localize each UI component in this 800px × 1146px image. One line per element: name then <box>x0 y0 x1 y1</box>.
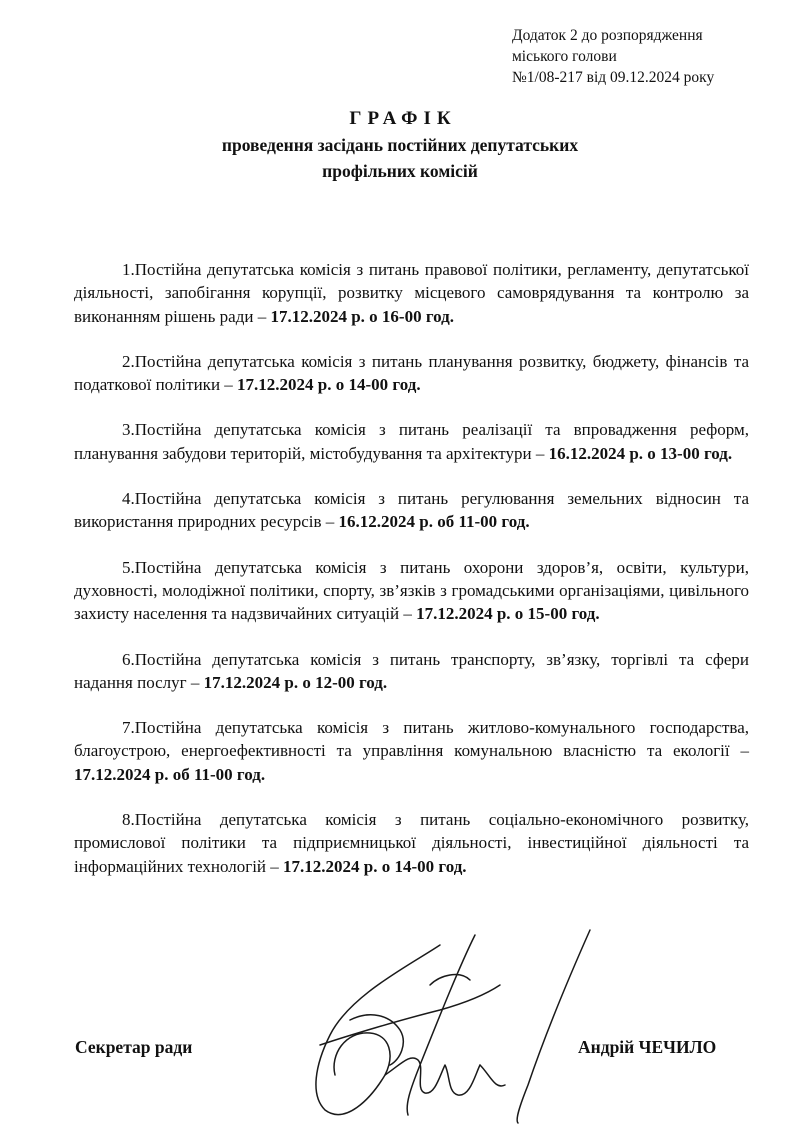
commission-schedule: 17.12.2024 р. о 15-00 год. <box>416 604 600 624</box>
commission-text: 2.Постійна депутатська комісія з питань планування розвитку, бюджету, фінансів та податкової політики <box>74 351 749 395</box>
commission-item <box>74 556 749 626</box>
commission-schedule: 17.12.2024 р. об 11-00 год. <box>74 764 266 784</box>
commission-item <box>74 808 749 878</box>
commission-text: 7.Постійна депутатська комісія з питань житлово-комунального господарства, благоустрою, енергоефективності та управління комунальною власністю та екології <box>74 718 749 761</box>
commission-schedule: 16.12.2024 р. об 11-00 год. <box>338 512 530 532</box>
commission-schedule: 17.12.2024 р. о 14-00 год. <box>283 856 467 876</box>
commission-item <box>74 258 749 328</box>
dash: – <box>220 375 238 395</box>
commission-list <box>74 258 749 878</box>
dash: – <box>186 672 204 692</box>
signature-name: Андрій ЧЕЧИЛО <box>578 1037 717 1057</box>
dash: – <box>399 604 417 624</box>
title-block <box>0 106 800 184</box>
commission-text: 8.Постійна депутатська комісія з питань соціально-економічного розвитку, промислової політики та підприємницької діяльності, інвестиційної діяльності та інформаційних технологій <box>74 810 749 876</box>
commission-schedule: 17.12.2024 р. о 14-00 год. <box>237 375 421 395</box>
dash: – <box>321 512 339 532</box>
commission-item <box>74 716 749 786</box>
annex-line: Додаток 2 до розпорядження <box>512 27 703 44</box>
commission-item <box>74 350 749 397</box>
commission-text: 1.Постійна депутатська комісія з питань правової політики, регламенту, депутатської діяльності, запобігання корупції, розвитку місцевого самоврядування та контролю за виконанням рішень ради <box>74 260 749 326</box>
document-subtitle: профільних комісій <box>322 161 478 181</box>
commission-text: 5.Постійна депутатська комісія з питань охорони здоров’я, освіти, культури, духовності, молодіжної політики, спорту, зв’язків з громадськими організаціями, цивільного захисту населення та надзвичайних ситуацій <box>74 557 749 624</box>
commission-schedule: 17.12.2024 р. о 16-00 год. <box>270 306 454 326</box>
commission-item <box>74 648 749 695</box>
commission-text: 3.Постійна депутатська комісія з питань реалізації та впровадження реформ, планування забудови територій, містобудування та архітектури <box>74 420 749 463</box>
dash: – <box>253 306 271 326</box>
dash: – <box>729 741 749 761</box>
dash: – <box>266 856 284 876</box>
commission-item <box>74 418 749 465</box>
signature-position: Секретар ради <box>75 1037 193 1057</box>
commission-schedule: 16.12.2024 р. о 13-00 год. <box>548 443 733 463</box>
document-title: ГРАФІК <box>349 108 457 129</box>
commission-text: 6.Постійна депутатська комісія з питань транспорту, зв’язку, торгівлі та сфери надання послуг <box>74 649 749 692</box>
annex-line: №1/08-217 від 09.12.2024 року <box>512 69 715 86</box>
annex-line: міського голови <box>512 48 617 65</box>
document-subtitle: проведення засідань постійних депутатських <box>221 135 579 155</box>
commission-item <box>74 487 749 534</box>
annex-note <box>512 25 772 88</box>
commission-text: 4.Постійна депутатська комісія з питань регулювання земельних відносин та використання природних ресурсів <box>74 489 749 532</box>
handwritten-signature <box>290 925 620 1125</box>
dash: – <box>531 443 549 463</box>
commission-schedule: 17.12.2024 р. о 12-00 год. <box>203 672 388 692</box>
